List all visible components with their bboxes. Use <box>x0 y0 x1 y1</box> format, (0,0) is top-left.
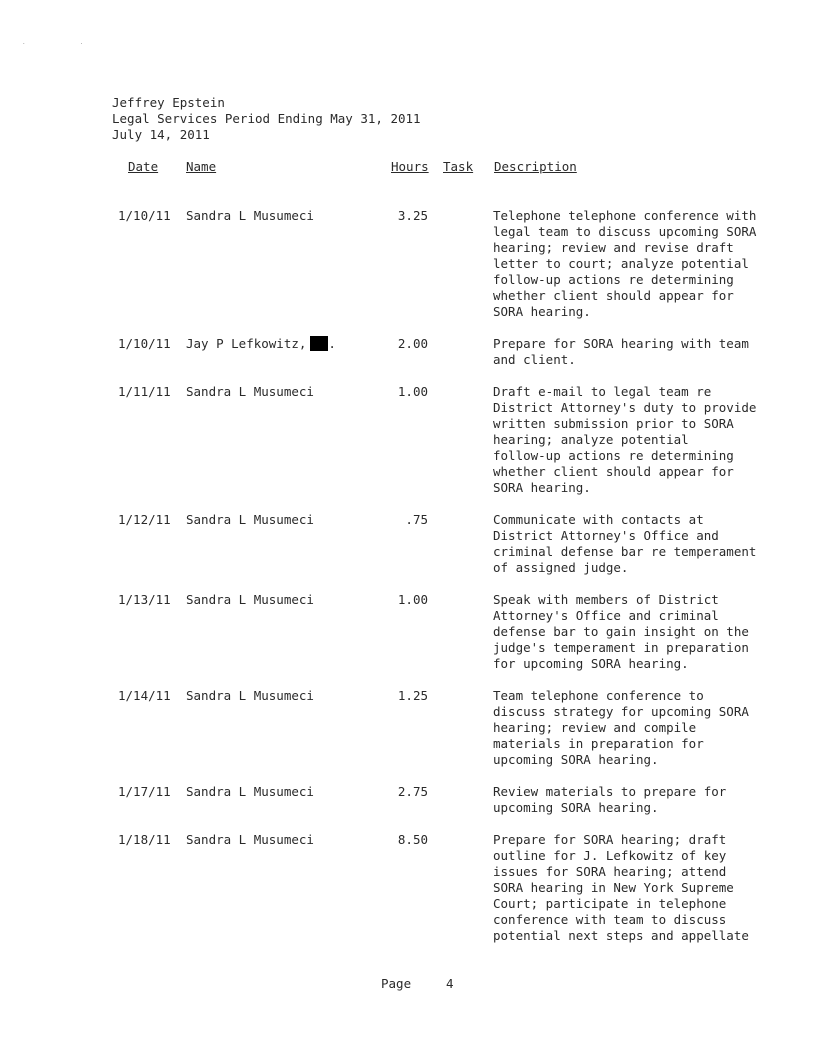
entry-name-text: Sandra L Musumeci <box>186 832 314 847</box>
entry-hours: 1.00 <box>397 592 428 607</box>
page-number: 4 <box>446 976 454 991</box>
entry-name-suffix: . <box>328 336 336 351</box>
description-line: hearing; analyze potential <box>493 432 689 447</box>
description-line: and client. <box>493 352 576 367</box>
entry-description <box>493 208 765 320</box>
description-line: of assigned judge. <box>493 560 629 575</box>
description-line: SORA hearing. <box>493 480 591 495</box>
description-line: whether client should appear for <box>493 288 734 303</box>
entry-name <box>186 208 314 224</box>
description-line: criminal defense bar re temperament <box>493 544 757 559</box>
description-line: District Attorney's Office and <box>493 528 719 543</box>
entry-name-text: Sandra L Musumeci <box>186 592 314 607</box>
entry-description <box>493 512 765 576</box>
entry-hours: 1.25 <box>397 688 428 703</box>
entry-name <box>186 688 314 704</box>
page-label: Page <box>381 976 412 991</box>
description-line: Speak with members of District <box>493 592 719 607</box>
description-line: whether client should appear for <box>493 464 734 479</box>
description-line: Communicate with contacts at <box>493 512 704 527</box>
entry-date: 1/12/11 <box>118 512 171 527</box>
entry-description <box>493 384 765 496</box>
description-line: follow-up actions re determining <box>493 448 734 463</box>
description-line: potential next steps and appellate <box>493 928 749 943</box>
description-line: Review materials to prepare for <box>493 784 727 799</box>
description-line: legal team to discuss upcoming SORA <box>493 224 757 239</box>
description-line: SORA hearing in New York Supreme <box>493 880 734 895</box>
column-header-task: Task <box>443 159 474 174</box>
entry-date: 1/13/11 <box>118 592 171 607</box>
column-header-date: Date <box>128 159 159 174</box>
entry-date: 1/11/11 <box>118 384 171 399</box>
entry-hours: 2.75 <box>397 784 428 799</box>
entry-description <box>493 784 765 816</box>
description-line: upcoming SORA hearing. <box>493 752 659 767</box>
description-line: materials in preparation for <box>493 736 704 751</box>
entry-date: 1/10/11 <box>118 336 171 351</box>
client-name: Jeffrey Epstein <box>112 95 225 110</box>
entry-name <box>186 592 314 608</box>
description-line: upcoming SORA hearing. <box>493 800 659 815</box>
entry-hours: 1.00 <box>397 384 428 399</box>
description-line: for upcoming SORA hearing. <box>493 656 689 671</box>
entry-hours: .75 <box>405 512 428 527</box>
description-line: hearing; review and compile <box>493 720 697 735</box>
entry-date: 1/18/11 <box>118 832 171 847</box>
entry-name <box>186 336 336 352</box>
description-line: issues for SORA hearing; attend <box>493 864 727 879</box>
entry-hours: 3.25 <box>397 208 428 223</box>
description-line: Team telephone conference to <box>493 688 704 703</box>
column-header-name: Name <box>186 159 217 174</box>
description-line: Attorney's Office and criminal <box>493 608 719 623</box>
description-line: SORA hearing. <box>493 304 591 319</box>
description-line: judge's temperament in preparation <box>493 640 749 655</box>
description-line: District Attorney's duty to provide <box>493 400 757 415</box>
entry-name-text: Sandra L Musumeci <box>186 384 314 399</box>
column-header-hours: Hours <box>391 159 429 174</box>
description-line: Telephone telephone conference with <box>493 208 757 223</box>
description-line: Prepare for SORA hearing; draft <box>493 832 727 847</box>
description-line: Prepare for SORA hearing with team <box>493 336 749 351</box>
column-header-description: Description <box>494 159 577 174</box>
entry-name <box>186 512 314 528</box>
entry-description <box>493 336 765 368</box>
description-line: Court; participate in telephone <box>493 896 727 911</box>
description-line: letter to court; analyze potential <box>493 256 749 271</box>
description-line: Draft e-mail to legal team re <box>493 384 712 399</box>
entry-description <box>493 688 765 768</box>
entry-name-text: Sandra L Musumeci <box>186 784 314 799</box>
description-line: hearing; review and revise draft <box>493 240 734 255</box>
description-line: conference with team to discuss <box>493 912 727 927</box>
entry-date: 1/10/11 <box>118 208 171 223</box>
entry-description <box>493 592 765 672</box>
invoice-date: July 14, 2011 <box>112 127 210 142</box>
entry-hours: 8.50 <box>397 832 428 847</box>
description-line: follow-up actions re determining <box>493 272 734 287</box>
description-line: written submission prior to SORA <box>493 416 734 431</box>
entry-name <box>186 384 314 400</box>
entry-name <box>186 784 314 800</box>
entry-date: 1/17/11 <box>118 784 171 799</box>
entry-hours: 2.00 <box>397 336 428 351</box>
entry-name-text: Jay P Lefkowitz, <box>186 336 307 351</box>
description-line: discuss strategy for upcoming SORA <box>493 704 749 719</box>
entry-name-text: Sandra L Musumeci <box>186 208 314 223</box>
entry-description <box>493 832 765 944</box>
description-line: defense bar to gain insight on the <box>493 624 749 639</box>
billing-period: Legal Services Period Ending May 31, 2011 <box>112 111 421 126</box>
entry-name <box>186 832 314 848</box>
description-line: outline for J. Lefkowitz of key <box>493 848 727 863</box>
entry-name-text: Sandra L Musumeci <box>186 512 314 527</box>
entry-date: 1/14/11 <box>118 688 171 703</box>
scan-specks: . . <box>22 39 84 46</box>
redaction-box <box>310 336 328 351</box>
entry-name-text: Sandra L Musumeci <box>186 688 314 703</box>
